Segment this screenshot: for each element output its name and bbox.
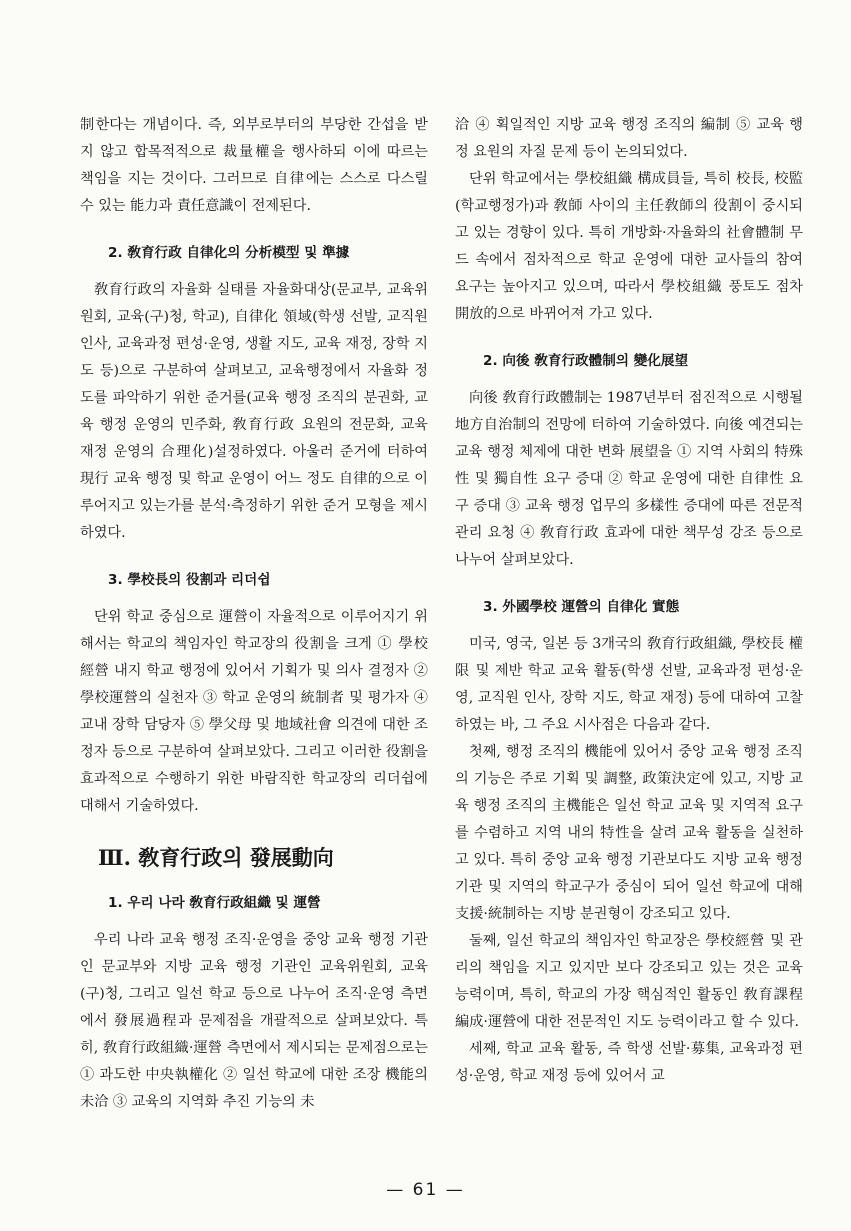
section-heading: 3. 外國學校 運營의 自律化 實態 [483, 599, 680, 615]
paragraph: 첫째, 행정 조직의 機能에 있어서 중앙 교육 행정 조직의 기능은 주로 기획 및 調整, 政策決定에 있고, 지방 교육 행정 조직의 主機能은 일선 학교 교육 및 지역적 요구를 수렴하고 지역 내의 特性을 살려 교육 활동을 실천하고 있다. 특히 중앙 교육 행정 기관보다도 지방 교육 행정 기관 및 지역의 학교구가 중심이 되어 일선 학교에 대해 支援·統制하는 지방 분권형이 강조되고 있다. [455, 744, 803, 922]
paragraph: 制한다는 개념이다. 즉, 외부로부터의 부당한 간섭을 받지 않고 합목적적으로 裁量權을 행사하되 이에 따르는 책임을 지는 것이다. 그러므로 自律에는 스스로 다스릴 수 있는 能力과 責任意識이 전제된다. [80, 117, 428, 214]
paragraph: 단위 학교 중심으로 運營이 자율적으로 이루어지기 위해서는 학교의 책임자인 학교장의 役割을 크게 ① 學校經營 내지 학교 행정에 있어서 기획가 및 의사 결정자 ② 學校運營의 실천자 ③ 학교 운영의 統制者 및 평가자 ④ 교내 장학 담당자 ⑤ 學父母 및 地域社會 의견에 대한 조정자 등으로 구분하여 살펴보았다. 그리고 이러한 役割을 효과적으로 수행하기 위한 바람직한 학교장의 리더쉽에 대해서 기술하였다. [80, 609, 428, 814]
section-heading: 2. 向後 敎育行政體制의 變化展望 [483, 353, 689, 369]
paragraph: 세째, 학교 교육 활동, 즉 학생 선발·募集, 교육과정 편성·운영, 학교 재정 등에 있어서 교 [455, 1041, 803, 1084]
page-number: — 61 — [386, 1180, 465, 1200]
paragraph: 洽 ④ 획일적인 지방 교육 행정 조직의 編制 ⑤ 교육 행정 요원의 자질 문제 등이 논의되었다. [455, 117, 803, 160]
paragraph: 向後 敎育行政體制는 1987년부터 점진적으로 시행될 地方自治制의 전망에 터하여 기술하였다. 向後 예견되는 교육 행정 체제에 대한 변화 展望을 ① 지역 사회의 特殊性 및 獨自性 요구 증대 ② 학교 운영에 대한 自律性 요구 증대 ③ 교육 행정 업무의 多樣性 증대에 따른 전문적 관리 요청 ④ 敎育行政 효과에 대한 책무성 강조 등으로 나누어 살펴보았다. [455, 390, 803, 568]
chapter-heading: Ⅲ. 敎育行政의 發展動向 [98, 845, 334, 870]
section-heading: 3. 學校長의 役割과 리더쉽 [108, 572, 271, 588]
right-column [455, 112, 803, 1090]
paragraph: 우리 나라 교육 행정 조직·운영을 중앙 교육 행정 기관인 문교부와 지방 교육 행정 기관인 교육위원회, 교육(구)청, 그리고 일선 학교 등으로 나누어 조직·운영 측면에서 發展過程과 문제점을 개괄적으로 살펴보았다. 특히, 敎育行政組織·運營 측면에서 제시되는 문제점으로는 ① 과도한 中央執權化 ② 일선 학교에 대한 조장 機能의 未洽 ③ 교육의 지역화 추진 기능의 未 [80, 932, 428, 1110]
paragraph: 敎育行政의 자율화 실태를 자율화대상(문교부, 교육위원회, 교육(구)청, 학교), 自律化 領域(학생 선발, 교직원 인사, 교육과정 편성·운영, 생활 지도, 교육 재정, 장학 지도 등)으로 구분하여 살펴보고, 교육행정에서 자율화 정도를 파악하기 위한 준거를(교육 행정 조직의 분권화, 교육 행정 운영의 민주화, 敎育行政 요원의 전문화, 교육 재정 운영의 合理化)설정하였다. 아울러 준거에 터하여 現行 교육 행정 및 학교 운영이 어느 정도 自律的으로 이루어지고 있는가를 분석·측정하기 위한 준거 모형을 제시하였다. [80, 282, 428, 541]
section-heading: 1. 우리 나라 敎育行政組織 및 運營 [108, 895, 321, 911]
paragraph: 미국, 영국, 일본 등 3개국의 敎育行政組織, 學校長 權限 및 제반 학교 교육 활동(학생 선발, 교육과정 편성·운영, 교직원 인사, 장학 지도, 학교 재정) 등에 대하여 고찰하였는 바, 그 주요 시사점은 다음과 같다. [455, 636, 803, 733]
left-column [80, 112, 428, 1116]
section-heading: 2. 敎育行政 自律化의 分析模型 및 準據 [108, 245, 350, 261]
paragraph: 둘째, 일선 학교의 책임자인 학교장은 學校經營 및 관리의 책임을 지고 있지만 보다 강조되고 있는 것은 교육 능력이며, 특히, 학교의 가장 핵심적인 활동인 敎育課程 編成·運營에 대한 전문적인 지도 능력이라고 할 수 있다. [455, 933, 803, 1030]
paragraph: 단위 학교에서는 學校組織 構成員들, 특히 校長, 校監(학교행정가)과 敎師 사이의 主任敎師의 役割이 중시되고 있는 경향이 있다. 특히 개방화·자율화의 社會體制 무드 속에서 점차적으로 학교 운영에 대한 교사들의 참여 요구는 높아지고 있으며, 따라서 學校組織 풍토도 점차 開放的으로 바뀌어져 가고 있다. [455, 171, 803, 322]
